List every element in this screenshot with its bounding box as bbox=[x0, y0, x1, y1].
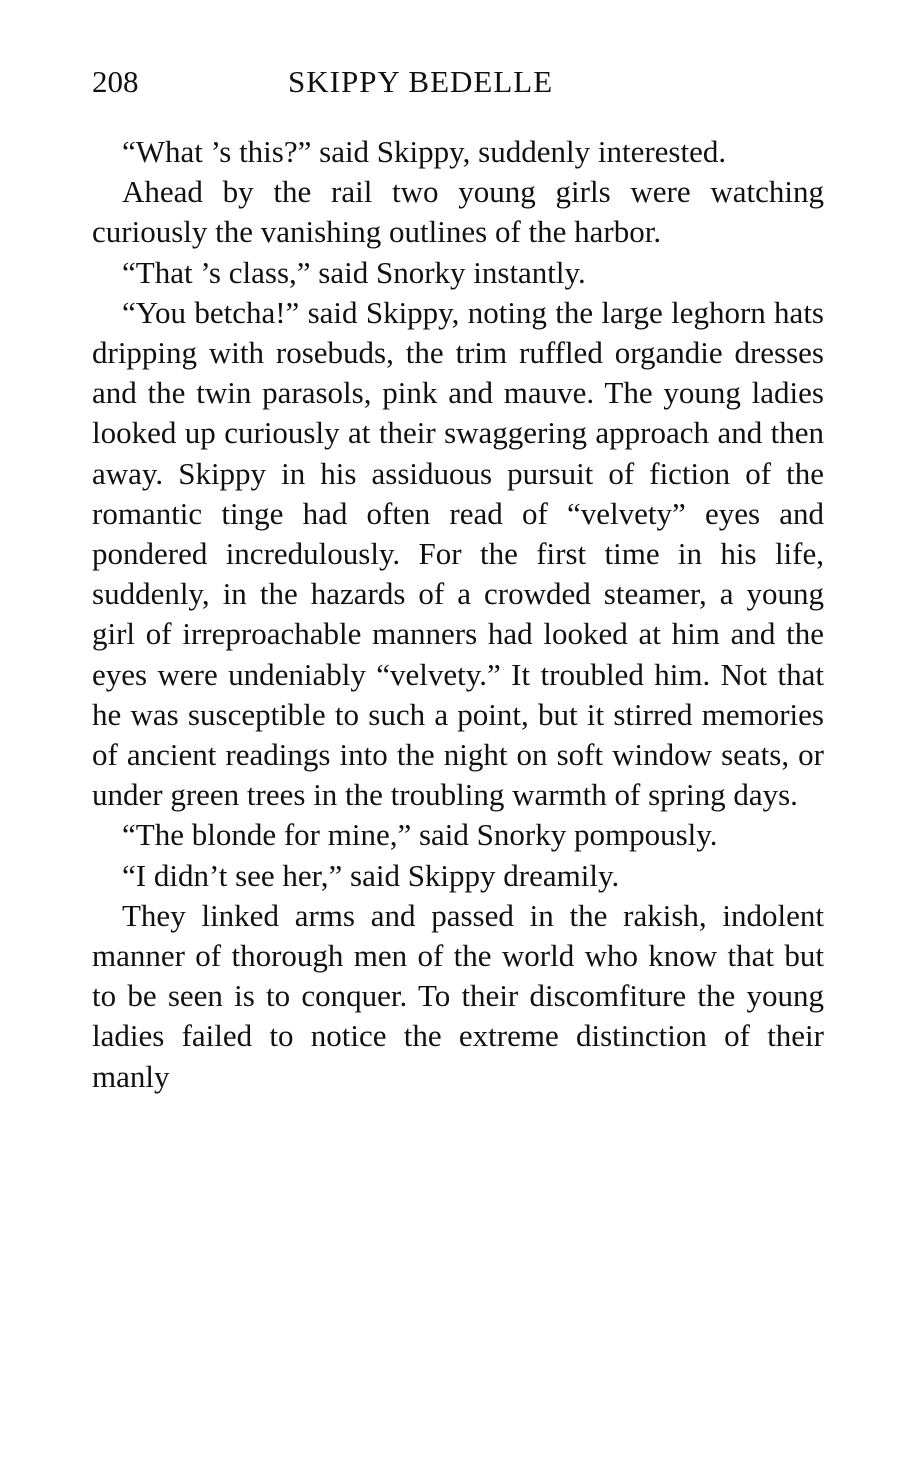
paragraph: “I didn’t see her,” said Skippy dreamily. bbox=[122, 857, 620, 893]
paragraph: “You betcha!” said Skippy, noting the large leghorn hats dripping with rosebuds, the trim ruffled organdie dresses and the twin parasols, pink and mauve. The young ladies looked up curiously at their swaggering approach and then away. Skippy in his assiduous pursuit of fiction of the romantic tinge had often read of “velvety” eyes and pondered incredulously. For the first time in his life, suddenly, in the hazards of a crowded steamer, a young girl of irreproachable manners had looked at him and the eyes were undeniably “velvety.” It troubled him. Not that he was susceptible to such a point, but it stirred memories of ancient readings into the night on soft window seats, or under green trees in the troubling warmth of spring days. bbox=[92, 294, 824, 813]
paragraph: Ahead by the rail two young girls were watching curiously the vanishing outlines of the harbor. bbox=[92, 174, 824, 250]
paragraph: “That ’s class,” said Snorky instantly. bbox=[122, 254, 586, 290]
body-text bbox=[92, 132, 824, 1097]
book-title: SKIPPY BEDELLE bbox=[288, 64, 554, 99]
page-number: 208 bbox=[92, 64, 139, 99]
paragraph: “What ’s this?” said Skippy, suddenly interested. bbox=[122, 134, 727, 169]
running-head bbox=[92, 62, 828, 102]
paragraph: They linked arms and passed in the rakish, indolent manner of thorough men of the world who know that but to be seen is to conquer. To their discomfiture the young ladies failed to notice the extreme distinction of their manly bbox=[92, 897, 824, 1094]
paragraph: “The blonde for mine,” said Snorky pompously. bbox=[122, 817, 718, 853]
